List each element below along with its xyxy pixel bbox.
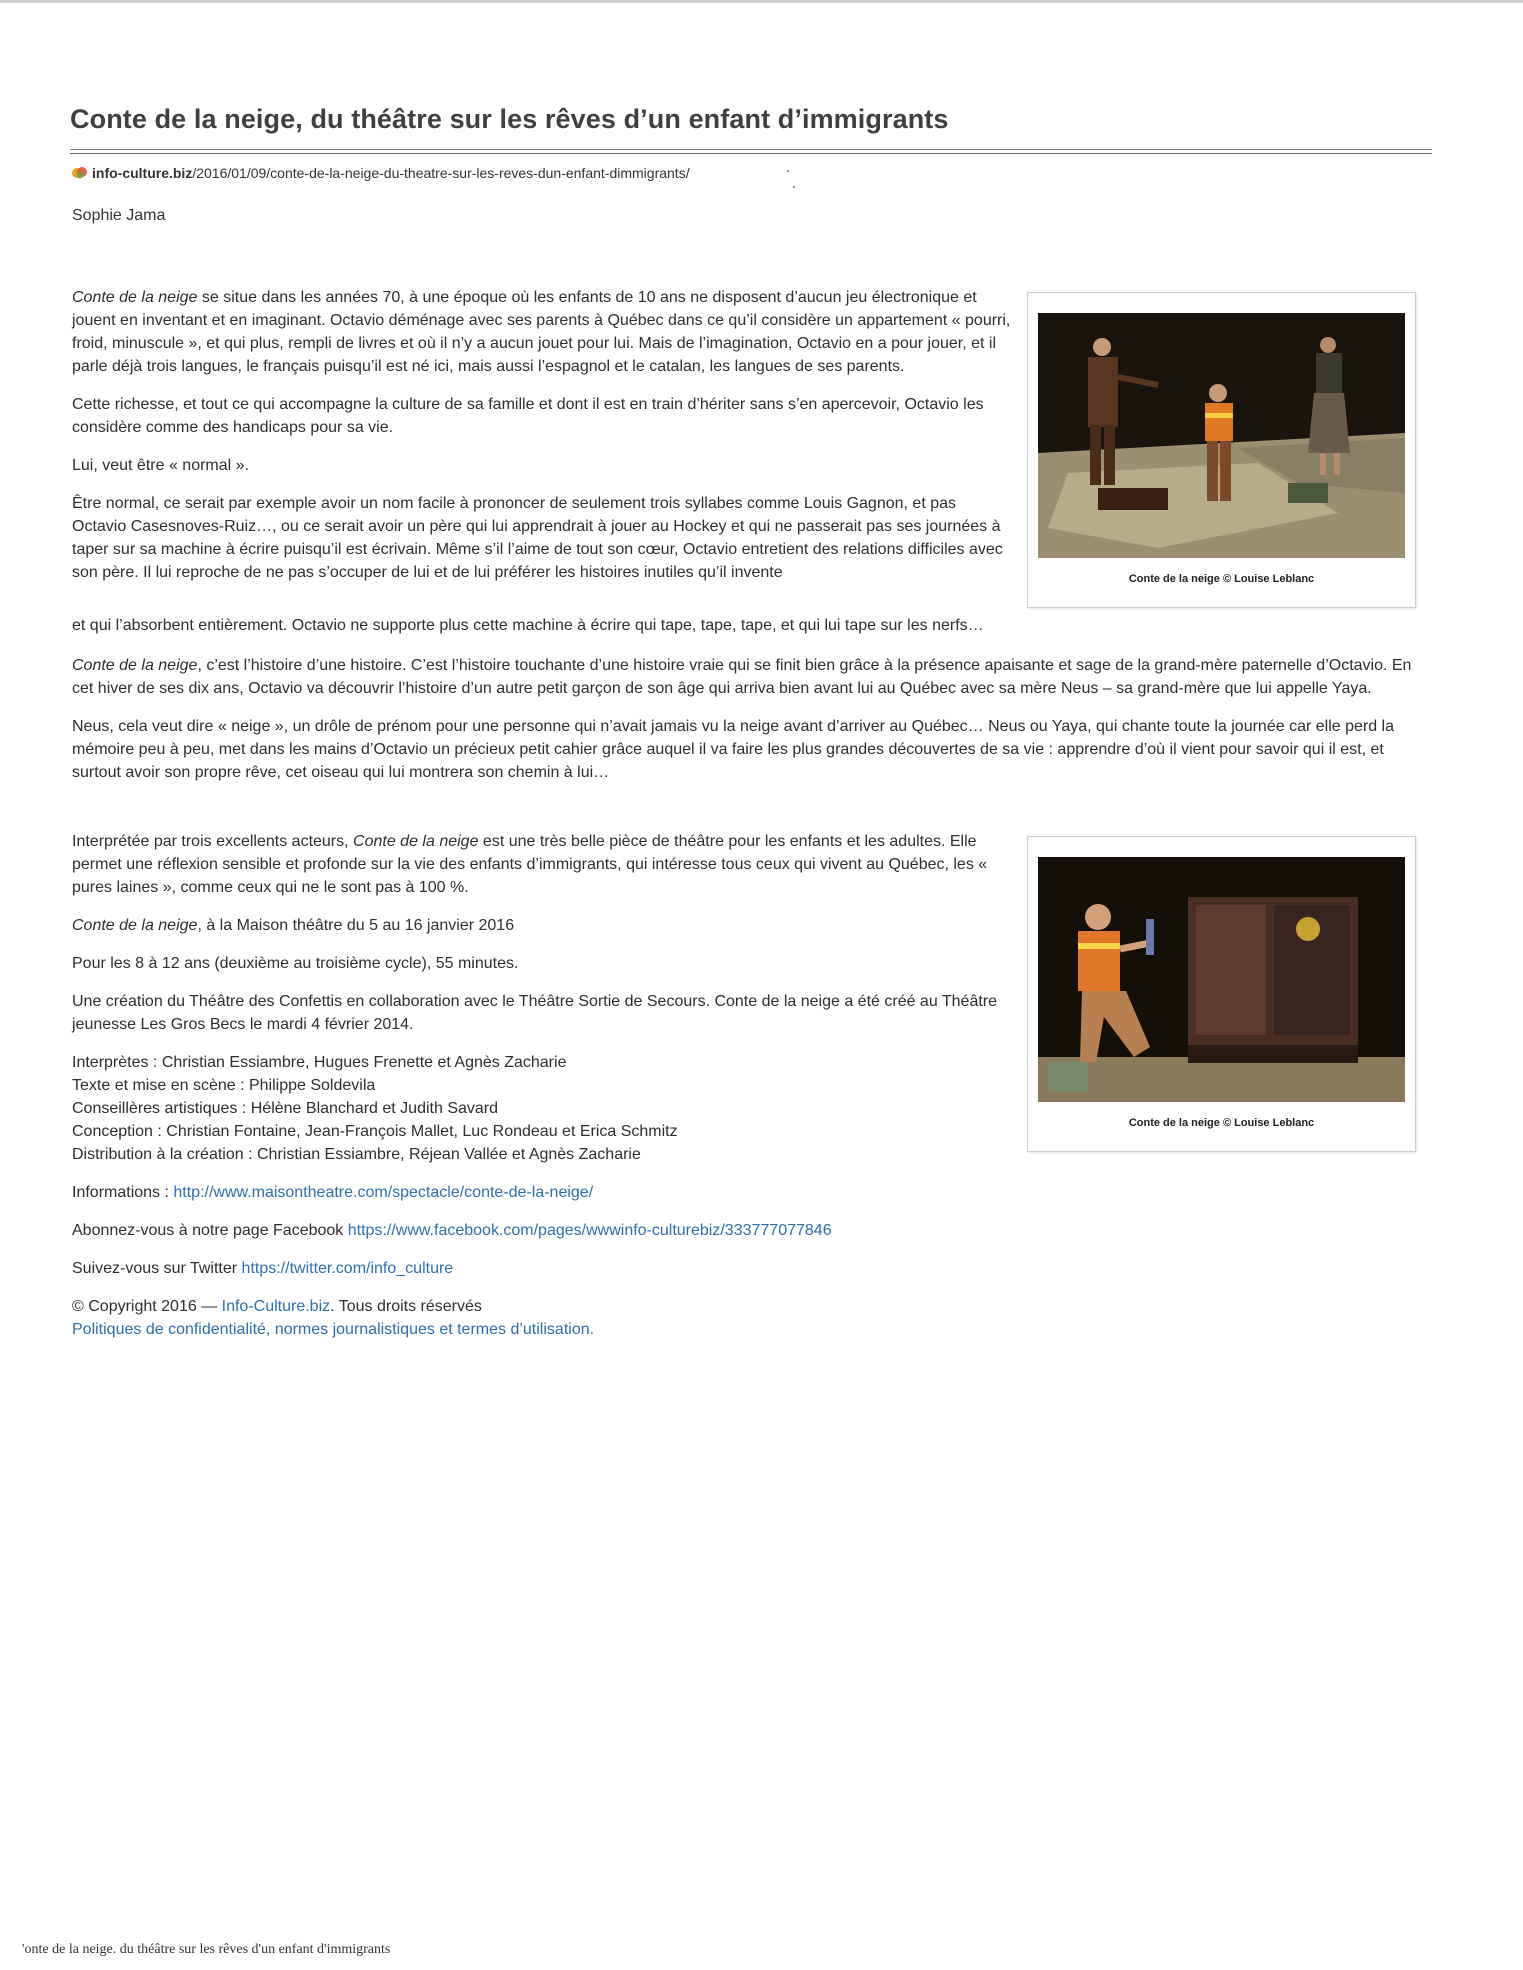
paragraph: Conte de la neige, c’est l’histoire d’une histoire. C’est l’histoire touchante d’une histoire vraie qui se finit bien grâce à la présence apaisante et sage de la grand-mère paternelle d’Octavio. En cet hiver de ses dix ans, Octavio va découvrir l’histoire d’un autre petit garçon de son âge qui arriva bien avant lui au Québec avec sa mère Neus – sa grand-mère que lui appelle Yaya.: [72, 657, 1412, 697]
paragraph-continued: et qui l’absorbent entièrement. Octavio ne supporte plus cette machine à écrire qui tape, tape, tape, et qui lui tape sur les nerfs…: [72, 617, 984, 634]
twitter-link[interactable]: https://twitter.com/info_culture: [241, 1260, 454, 1277]
source-path: /2016/01/09/conte-de-la-neige-du-theatre-sur-les-reves-dun-enfant-dimmigrants/: [192, 165, 690, 181]
article-body-part1-end: [72, 614, 1432, 637]
stage-photo-1: [1038, 313, 1405, 558]
credits-list: [72, 1051, 1012, 1166]
paragraph: Une création du Théâtre des Confettis en collaboration avec le Théâtre Sortie de Secours. Conte de la neige a été créé au Théâtre jeunesse Les Gros Becs le mardi 4 février 2014.: [72, 993, 998, 1033]
stage-photo-2: [1038, 857, 1405, 1102]
play-title: Conte de la neige: [72, 917, 198, 934]
credit-line: Texte et mise en scène : Philippe Soldevila: [72, 1077, 376, 1094]
paragraph: Pour les 8 à 12 ans (deuxième au troisième cycle), 55 minutes.: [72, 955, 519, 972]
paragraph: Conte de la neige se situe dans les années 70, à une époque où les enfants de 10 ans ne disposent d’aucun jeu électronique et jouent en inventant et en imaginant. Octavio déménage avec ses parents à Québec dans ce qu’il considère un appartement « pourri, froid, minuscule », et qui plus, rempli de livres et où il n’y a aucun jouet pour lui. Mais de l’imagination, Octavio en a pour jouer, et il parle déjà trois langues, le français puisqu’il est né ici, mais aussi l’espagnol et le catalan, les langues de ses parents.: [72, 289, 1011, 375]
scan-speck: [787, 170, 789, 172]
paragraph: Interprétée par trois excellents acteurs, Conte de la neige est une très belle pièce de théâtre pour les enfants et les adultes. Elle permet une réflexion sensible et profonde sur la vie des enfants d’immigrants, qui intéresse tous ceux qui vivent au Québec, les « pures laines », comme ceux qui ne le sont pas à 100 %.: [72, 833, 988, 896]
paragraph: Lui, veut être « normal ».: [72, 457, 249, 474]
article-body-part3: [72, 830, 1012, 1341]
article-body-part1: [72, 286, 1012, 584]
twitter-line: Suivez-vous sur Twitter https://twitter.com/info_culture: [72, 1260, 454, 1277]
source-domain: info-culture.biz: [92, 165, 193, 181]
photo-figure-2: [1027, 836, 1416, 1152]
info-link[interactable]: http://www.maisontheatre.com/spectacle/conte-de-la-neige/: [173, 1184, 594, 1201]
paragraph: Cette richesse, et tout ce qui accompagne la culture de sa famille et dont il est en train d’hériter sans s’en apercevoir, Octavio les considère comme des handicaps pour sa vie.: [72, 396, 984, 436]
facebook-link[interactable]: https://www.facebook.com/pages/wwwinfo-culturebiz/333777077846: [347, 1222, 832, 1239]
paragraph: Neus, cela veut dire « neige », un drôle de prénom pour une personne qui n’avait jamais vu la neige avant d’arriver au Québec… Neus ou Yaya, qui chante toute la journée car elle perd la mémoire peu à peu, met dans les mains d’Octavio un précieux petit cahier grâce auquel il va faire les plus grandes découvertes de sa vie : apprendre d’où il vient pour savoir qui il est, et surtout avoir son propre rêve, cet oiseau qui lui montrera son chemin à lui…: [72, 718, 1395, 781]
title-divider: [70, 149, 1432, 150]
author-name: Sophie Jama: [72, 207, 166, 224]
policies-line: [72, 1318, 1012, 1341]
scan-speck: [793, 186, 795, 188]
play-title: Conte de la neige: [72, 289, 198, 306]
credit-line: Conseillères artistiques : Hélène Blanchard et Judith Savard: [72, 1100, 499, 1117]
article-body-part2: [72, 654, 1432, 799]
credit-line: Conception : Christian Fontaine, Jean-François Mallet, Luc Rondeau et Erica Schmitz: [72, 1123, 678, 1140]
credit-line: Interprètes : Christian Essiambre, Hugues Frenette et Agnès Zacharie: [72, 1054, 567, 1071]
photo-caption: Conte de la neige © Louise Leblanc: [1128, 573, 1315, 585]
info-line: Informations : http://www.maisontheatre.com/spectacle/conte-de-la-neige/: [72, 1184, 594, 1201]
info-culture-logo-icon: [72, 166, 88, 180]
photo-figure-1: [1027, 292, 1416, 608]
copyright-line: © Copyright 2016 — Info-Culture.biz. Tous droits réservés: [72, 1298, 482, 1315]
print-footer-title: 'onte de la neige. du théâtre sur les rêves d'un enfant d'immigrants: [22, 1942, 391, 1957]
policies-link[interactable]: Politiques de confidentialité, normes journalistiques et termes d’utilisation.: [72, 1321, 595, 1338]
title-divider-secondary: [70, 153, 1432, 154]
play-title: Conte de la neige: [353, 833, 479, 850]
top-rule: [0, 0, 1523, 3]
paragraph: Être normal, ce serait par exemple avoir un nom facile à prononcer de seulement trois syllabes comme Louis Gagnon, et pas Octavio Casesnoves-Ruiz…, ou ce serait avoir un père qui lui apprendrait à jouer au Hockey et qui ne passerait pas ses journées à taper sur sa machine à écrire puisqu’il est écrivain. Même s’il l’aime de tout son cœur, Octavio entretient des relations difficiles avec son père. Il lui reproche de ne pas s’occuper de lui et de lui préférer les histoires inutiles qu’il invente: [72, 495, 1003, 581]
paragraph: Conte de la neige, à la Maison théâtre du 5 au 16 janvier 2016: [72, 917, 515, 934]
play-title: Conte de la neige: [72, 657, 198, 674]
facebook-line: Abonnez-vous à notre page Facebook https://www.facebook.com/pages/wwwinfo-culturebiz/333777077846: [72, 1222, 832, 1239]
credit-line: Distribution à la création : Christian Essiambre, Réjean Vallée et Agnès Zacharie: [72, 1146, 641, 1163]
copyright-site-link[interactable]: Info-Culture.biz: [221, 1298, 331, 1315]
page-title: Conte de la neige, du théâtre sur les rêves d’un enfant d’immigrants: [70, 104, 949, 134]
photo-caption: Conte de la neige © Louise Leblanc: [1128, 1117, 1315, 1129]
source-url[interactable]: [72, 165, 690, 181]
